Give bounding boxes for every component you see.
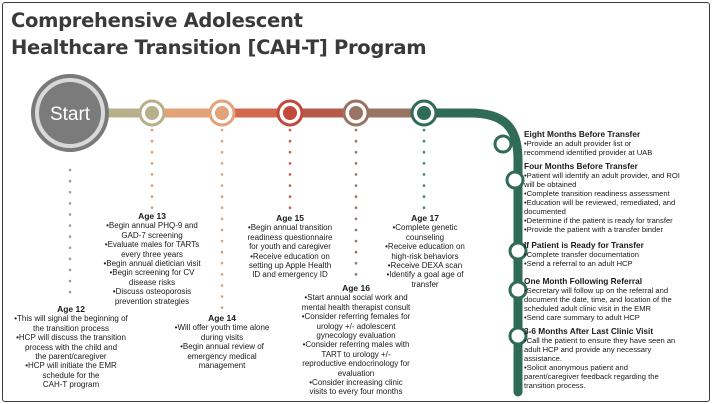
milestone-age14-line: •Will offer youth time alone <box>174 323 270 333</box>
milestone-age14-line: emergency medical <box>187 351 257 361</box>
milestone-age17-line: transfer <box>411 279 439 289</box>
milestone-age12 <box>6 305 136 390</box>
step-line: parent/caregiver feedback regarding the <box>524 372 659 381</box>
milestone-age15-line: •Begin annual transition <box>247 223 333 233</box>
node-eight-months <box>495 136 511 152</box>
step-line: document the date, time, and location of the <box>524 295 672 304</box>
milestone-age16-line: •Consider increasing clinic <box>309 378 403 388</box>
step-line: adult HCP and provide any necessary <box>524 345 652 354</box>
milestone-age15-line: for youth and caregiver <box>249 242 331 252</box>
step-one-month <box>524 277 710 322</box>
step-line: •Complete transfer documentation <box>524 250 639 259</box>
milestone-age15 <box>234 214 346 280</box>
step-heading: Eight Months Before Transfer <box>524 129 641 139</box>
milestone-age17-heading: Age 17 <box>411 213 439 223</box>
milestone-age15-heading: Age 15 <box>276 213 304 223</box>
milestone-age13-line: •Discuss osteoporosis <box>112 287 192 297</box>
milestone-age17-line: •Identify a goal age of <box>386 270 464 280</box>
step-heading: If Patient is Ready for Transfer <box>524 240 644 250</box>
step-line: •Complete transition readiness assessment <box>524 189 670 198</box>
step-line: scheduled adult clinic visit in the EMR <box>524 304 652 313</box>
node-age15 <box>278 101 302 125</box>
milestone-age16-line: •Consider referring females for <box>301 312 411 322</box>
milestone-age12-line: schedule for the <box>42 370 100 380</box>
milestone-age15-line: ID and emergency ID <box>252 270 328 280</box>
milestone-age16 <box>290 284 422 397</box>
milestone-age14-heading: Age 14 <box>208 313 236 323</box>
milestone-age13-line: every three years <box>121 249 183 259</box>
milestone-age13-line: GAD-7 screening <box>121 230 183 240</box>
milestone-age17-line: •Receive education on <box>385 242 465 252</box>
milestone-age16-line: evaluation <box>337 368 375 378</box>
milestone-age17 <box>372 214 478 289</box>
milestone-age14 <box>166 314 278 370</box>
title-line-2: Healthcare Transition [CAH-T] Program <box>11 36 427 59</box>
node-age16 <box>344 101 368 125</box>
step-line: transition process. <box>524 381 586 390</box>
milestone-age12-line: •HCP will discuss the transition <box>16 333 126 343</box>
milestone-age16-line: reproductive endocrinology for <box>302 359 410 369</box>
start-label: Start <box>49 104 91 125</box>
step-line: •Secretary will follow up on the referral and <box>524 286 669 295</box>
step-line: documented <box>524 207 566 216</box>
step-heading: Four Months Before Transfer <box>524 161 638 171</box>
milestone-age17-line: •Receive DEXA scan <box>387 261 463 271</box>
step-heading: 3-6 Months After Last Clinic Visit <box>524 326 654 336</box>
milestone-age12-line: the parent/caregiver <box>35 352 107 362</box>
step-line: •Determine if the patient is ready for transfer <box>524 216 673 225</box>
milestone-age16-line: •Consider referring males with <box>302 340 410 350</box>
step-line: •Provide the patient with a transfer binder <box>524 225 664 234</box>
step-three-six-months <box>524 327 710 390</box>
milestone-age14-line: •Begin annual review of <box>180 342 264 352</box>
step-ready-for-transfer <box>524 241 710 268</box>
milestone-age16-line: gynecology evaluation <box>316 331 396 341</box>
step-line: •Call the patient to ensure they have seen an <box>524 336 676 345</box>
step-line: will be obtained <box>524 180 577 189</box>
step-line: assistance. <box>524 354 562 363</box>
milestone-age13-heading: Age 13 <box>138 211 166 221</box>
milestone-age16-heading: Age 16 <box>342 283 370 293</box>
node-age14 <box>210 101 234 125</box>
milestone-age12-line: CAH-T program <box>42 380 100 390</box>
milestone-age15-line: readiness questionnaire <box>247 232 333 242</box>
milestone-age16-line: mental health therapist consult <box>301 302 411 312</box>
node-four-months <box>507 172 523 188</box>
step-line: •Patient will identify an adult provider, and ROI <box>524 171 680 180</box>
milestone-age16-line: visits to every four months <box>309 387 403 397</box>
step-line: •Send care summary to adult HCP <box>524 313 640 322</box>
milestone-age17-line: counseling <box>405 232 445 242</box>
milestone-age12-heading: Age 12 <box>57 304 85 314</box>
milestone-age16-line: •Start annual social work and <box>304 293 408 303</box>
milestone-age13-line: •Evaluate males for TARTs <box>104 240 200 250</box>
milestone-age13-line: •Begin annual PHQ-9 and <box>106 221 198 231</box>
title-line-1: Comprehensive Adolescent <box>11 9 303 32</box>
milestone-age12-line: process with the child and <box>24 342 118 352</box>
step-four-months <box>524 162 710 234</box>
milestone-age13 <box>92 212 212 306</box>
milestone-age12-line: •This will signal the beginning of <box>14 314 128 324</box>
step-line: •Solicit anonymous patient and <box>524 363 628 372</box>
step-eight-months <box>524 130 710 157</box>
milestone-age16-line: urology +/- adolescent <box>316 321 396 331</box>
step-line: •Education will be reviewed, remediated, and <box>524 198 676 207</box>
milestone-age12-line: the transition process <box>32 323 110 333</box>
milestone-age14-line: management <box>198 361 246 371</box>
milestone-age12-line: •HCP will initiate the EMR <box>25 361 117 371</box>
milestone-age15-line: •Receive education on <box>250 251 330 261</box>
milestone-age17-line: •Complete genetic <box>392 223 458 233</box>
step-line: recommend identified provider at UAB <box>524 148 653 157</box>
milestone-age14-line: during visits <box>200 332 244 342</box>
milestone-age13-line: prevention strategies <box>114 296 190 306</box>
node-age13 <box>140 101 164 125</box>
milestone-age15-line: setting up Apple Health <box>248 261 332 271</box>
milestone-age13-line: •Begin annual dietician visit <box>103 259 201 269</box>
milestone-age16-line: TART to urology +/- <box>321 349 391 359</box>
node-age17 <box>412 101 436 125</box>
milestone-age17-line: high-risk behaviors <box>391 251 459 261</box>
milestone-age13-line: •Begin screening for CV <box>109 268 195 278</box>
step-line: •Send a referral to an adult HCP <box>524 259 633 268</box>
step-line: •Provide an adult provider list or <box>524 139 632 148</box>
milestone-age13-line: disease risks <box>128 277 176 287</box>
step-heading: One Month Following Referral <box>524 276 642 286</box>
